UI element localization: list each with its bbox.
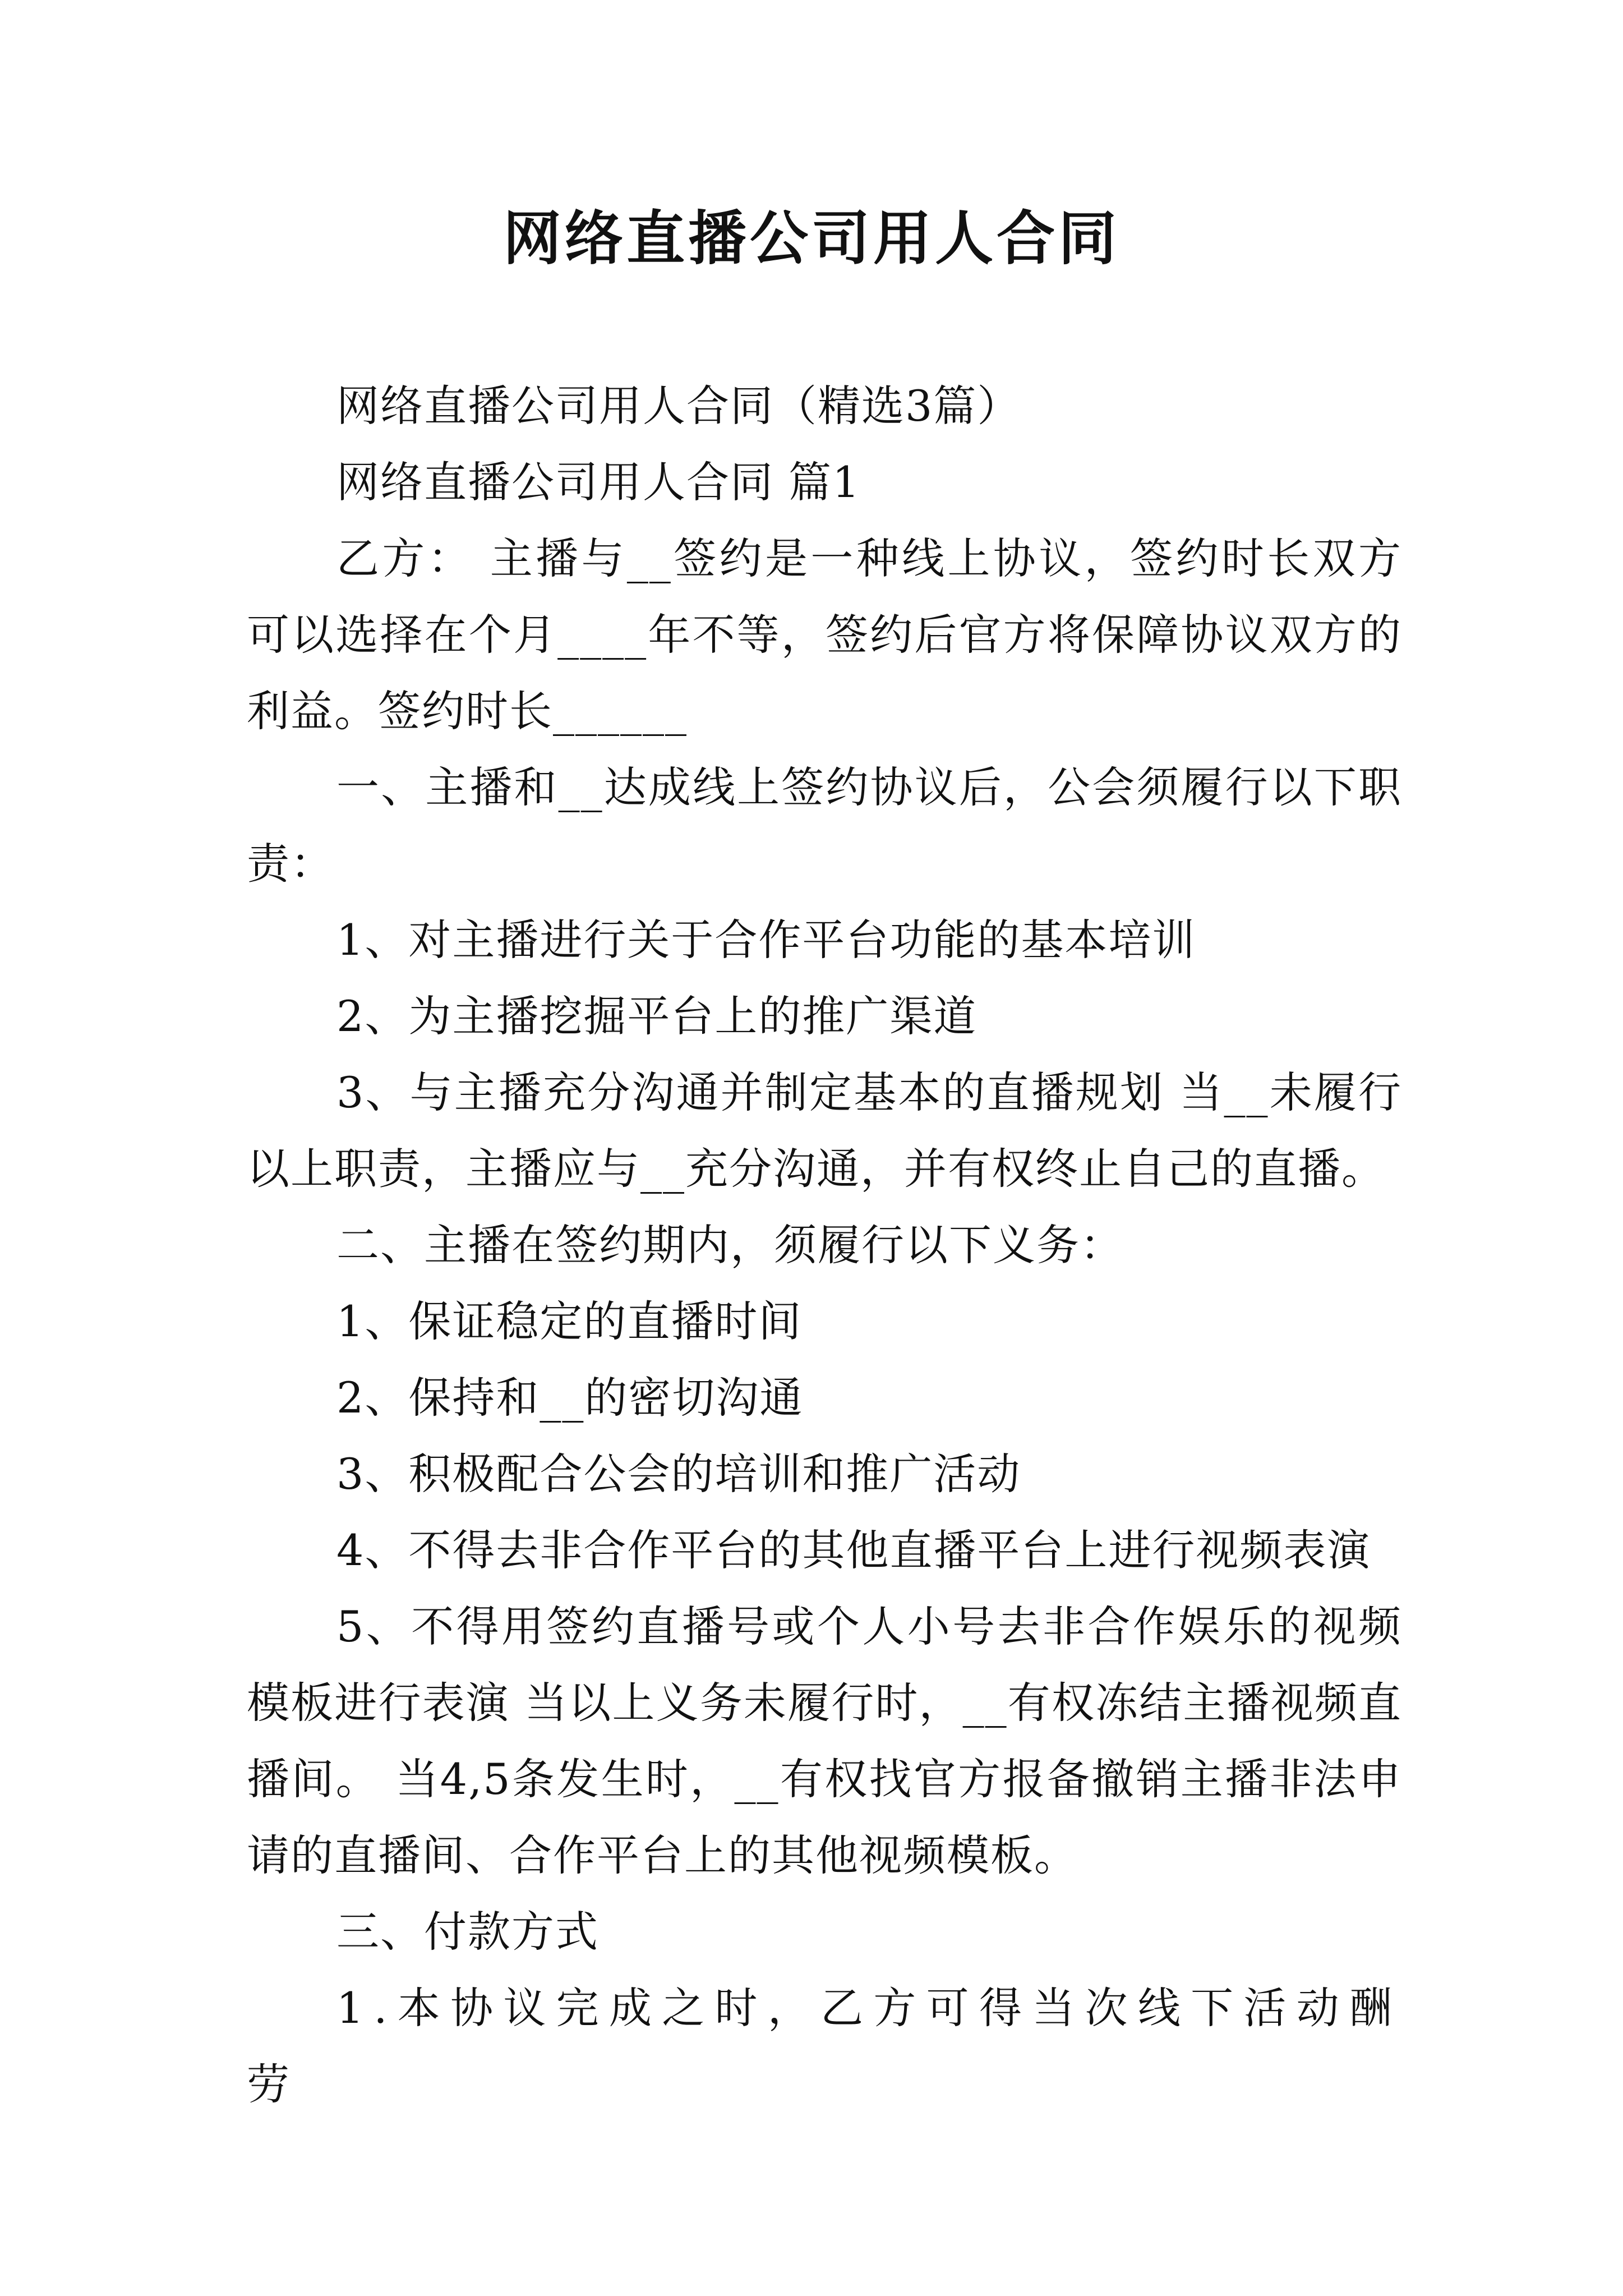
paragraph-clause-3: 三、付款方式 bbox=[336, 1907, 599, 1957]
paragraph-clause-1: 一、主播和__达成线上签约协议后，公会须履行以下职责： bbox=[247, 762, 1402, 889]
document-title: 网络直播公司用人合同 bbox=[502, 204, 1120, 273]
paragraph-obligation-5: 5、不得用签约直播号或个人小号去非合作娱乐的视频模板进行表演 当以上义务未履行时，__有权冻结主播视频直播间。 当4,5条发生时，__有权找官方报备撤销主播非法申请的直播间、合作平台上的其他视频模板。 bbox=[247, 1602, 1402, 1880]
paragraph-obligation-1: 1、保证稳定的直播时间 bbox=[336, 1296, 803, 1346]
paragraph-duty-1: 1、对主播进行关于合作平台功能的基本培训 bbox=[336, 915, 1196, 965]
paragraph-section-heading: 网络直播公司用人合同 篇1 bbox=[336, 457, 861, 507]
paragraph-duty-2: 2、为主播挖掘平台上的推广渠道 bbox=[336, 991, 978, 1041]
paragraph-party-b: 乙方： 主播与__签约是一种线上协议，签约时长双方可以选择在个月____年不等，签约后官方将保障协议双方的利益。签约时长______ bbox=[247, 533, 1402, 736]
paragraph-clause-2: 二、主播在签约期内，须履行以下义务： bbox=[336, 1220, 1124, 1270]
paragraph-subtitle: 网络直播公司用人合同（精选3篇） bbox=[336, 381, 1021, 431]
paragraph-payment-1: 1.本协议完成之时，乙方可得当次线下活动酬劳 bbox=[247, 1983, 1402, 2109]
paragraph-obligation-3: 3、积极配合公会的培训和推广活动 bbox=[336, 1449, 1021, 1499]
document-body bbox=[247, 368, 1402, 2123]
paragraph-obligation-4: 4、不得去非合作平台的其他直播平台上进行视频表演 bbox=[336, 1525, 1371, 1575]
paragraph-obligation-2: 2、保持和__的密切沟通 bbox=[336, 1373, 804, 1423]
paragraph-duty-3: 3、与主播充分沟通并制定基本的直播规划 当__未履行以上职责，主播应与__充分沟通，并有权终止自己的直播。 bbox=[247, 1068, 1402, 1194]
